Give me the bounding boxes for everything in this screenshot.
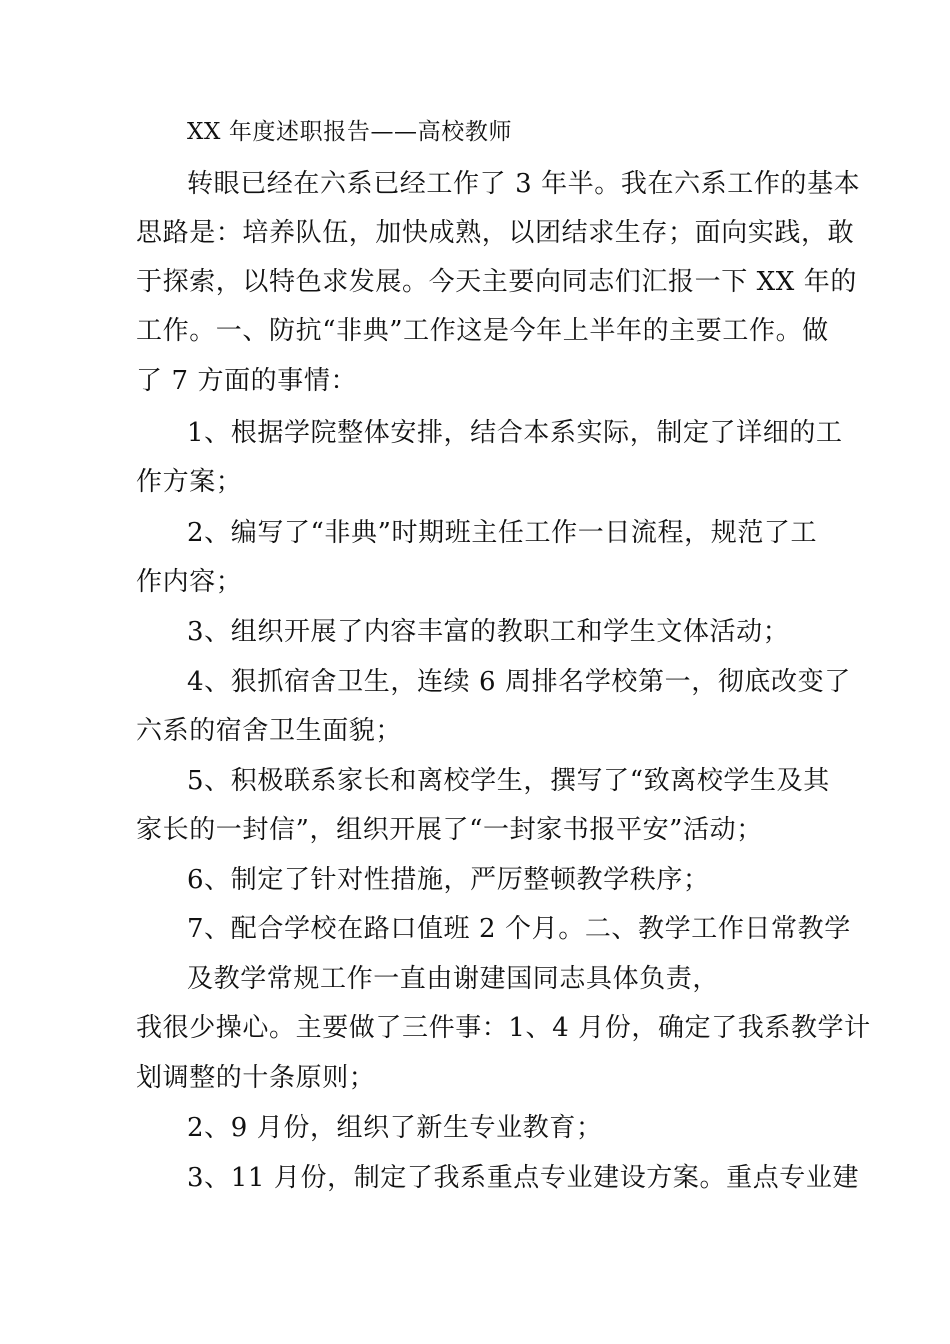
paragraph-line: 于探索，以特色求发展。今天主要向同志们汇报一下 XX 年的 <box>136 267 857 297</box>
list-item-line: 3、组织开展了内容丰富的教职工和学生文体活动； <box>187 617 790 647</box>
paragraph-line: 我很少操心。主要做了三件事：1、4 月份，确定了我系教学计 <box>136 1013 871 1043</box>
list-item-line: 六系的宿舍卫生面貌； <box>136 716 403 746</box>
list-item-line: 1、根据学院整体安排，结合本系实际，制定了详细的工 <box>187 418 843 448</box>
list-item-line: 家长的一封信”，组织开展了“一封家书报平安”活动； <box>136 815 763 845</box>
paragraph-line: 转眼已经在六系已经工作了 3 年半。我在六系工作的基本 <box>187 169 861 199</box>
paragraph-line: 思路是：培养队伍，加快成熟，以团结求生存；面向实践，敢 <box>136 218 855 248</box>
list-item-line: 4、狠抓宿舍卫生，连续 6 周排名学校第一，彻底改变了 <box>187 667 851 697</box>
list-item-line: 作内容； <box>136 567 243 597</box>
list-item-line: 5、积极联系家长和离校学生，撰写了“致离校学生及其 <box>187 766 830 796</box>
list-item-line: 7、配合学校在路口值班 2 个月。二、教学工作日常教学 <box>187 914 851 944</box>
document-title: XX 年度述职报告——高校教师 <box>187 119 513 145</box>
list-item-line: 作方案； <box>136 467 243 497</box>
list-item-line: 2、9 月份，组织了新生专业教育； <box>187 1113 603 1143</box>
list-item-line: 6、制定了针对性措施，严厉整顿教学秩序； <box>187 865 710 895</box>
paragraph-line: 了 7 方面的事情： <box>136 366 358 396</box>
paragraph-line: 及教学常规工作一直由谢建国同志具体负责， <box>187 964 720 994</box>
list-item-line: 2、编写了“非典”时期班主任工作一日流程，规范了工 <box>187 518 818 548</box>
list-item-line: 3、11 月份，制定了我系重点专业建设方案。重点专业建 <box>187 1163 860 1193</box>
paragraph-line: 划调整的十条原则； <box>136 1063 376 1093</box>
paragraph-line: 工作。一、防抗“非典”工作这是今年上半年的主要工作。做 <box>136 316 829 346</box>
